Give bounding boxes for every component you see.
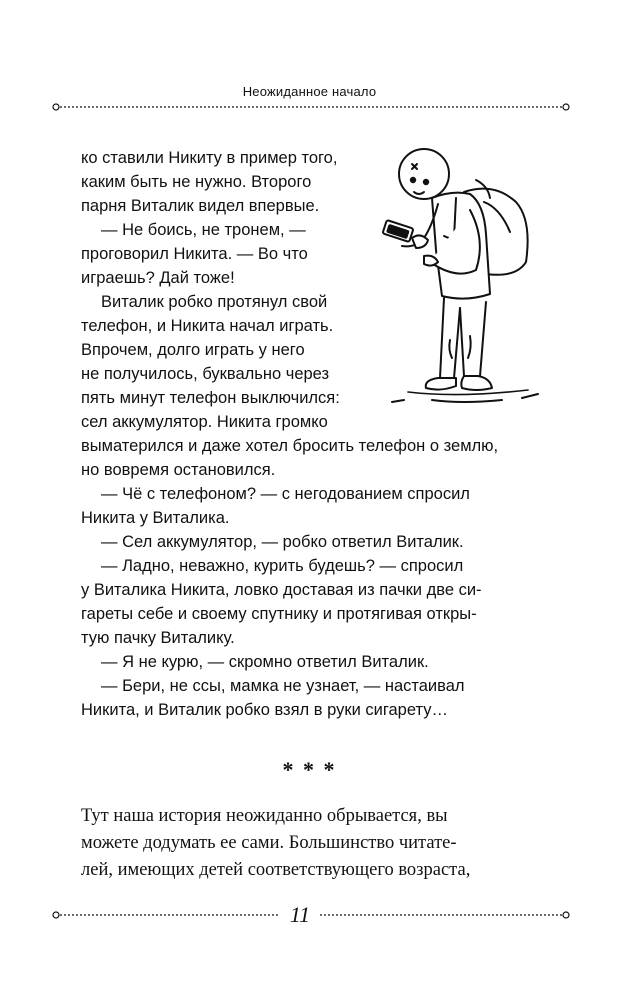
running-title: Неожиданное начало bbox=[242, 84, 377, 99]
text-line: Тут наша история неожиданно обрывается, вы bbox=[81, 806, 448, 826]
text-line: — Чё с телефоном? — с негодованием спросил bbox=[101, 485, 470, 503]
text-line: — Бери, не ссы, мамка не узнает, — настаивал bbox=[101, 677, 465, 695]
section-separator: * * * bbox=[282, 757, 337, 782]
text-line: Никита, и Виталик робко взял в руки сигарету… bbox=[81, 701, 448, 719]
text-line: телефон, и Никита начал играть. bbox=[81, 317, 334, 335]
text-line: проговорил Никита. — Во что bbox=[81, 245, 308, 263]
text-line: тую пачку Виталику. bbox=[81, 629, 235, 647]
text-line: гареты себе и своему спутнику и протягивая откры- bbox=[81, 605, 477, 623]
text-line: не получилось, буквально через bbox=[81, 365, 330, 383]
footer-rule-right bbox=[318, 910, 570, 920]
text-line: но вовремя остановился. bbox=[81, 461, 276, 479]
text-line: — Ладно, неважно, курить будешь? — спросил bbox=[101, 557, 464, 575]
text-line: Виталик робко протянул свой bbox=[101, 293, 328, 311]
text-line: Никита у Виталика. bbox=[81, 509, 230, 527]
text-line: Впрочем, долго играть у него bbox=[81, 341, 305, 359]
footer-rule-left bbox=[52, 910, 282, 920]
text-line: у Виталика Никита, ловко доставая из пачки две си- bbox=[81, 581, 482, 599]
page-number: 11 bbox=[289, 902, 311, 927]
text-line: — Не боись, не тронем, — bbox=[101, 221, 306, 239]
text-line: можете додумать ее сами. Большинство читате- bbox=[81, 833, 457, 853]
text-line: ко ставили Никиту в пример того, bbox=[81, 149, 338, 167]
boy-with-phone-illustration bbox=[372, 140, 552, 410]
header-rule bbox=[52, 102, 570, 112]
text-line: выматерился и даже хотел бросить телефон о землю, bbox=[81, 437, 499, 455]
text-line: парня Виталик видел впервые. bbox=[81, 197, 320, 215]
text-line: сел аккумулятор. Никита громко bbox=[81, 413, 328, 431]
text-line: — Сел аккумулятор, — робко ответил Виталик. bbox=[101, 533, 464, 551]
text-line: играешь? Дай тоже! bbox=[81, 269, 235, 287]
text-line: пять минут телефон выключился: bbox=[81, 389, 340, 407]
text-line: каким быть не нужно. Второго bbox=[81, 173, 312, 191]
text-line: — Я не курю, — скромно ответил Виталик. bbox=[101, 653, 429, 671]
text-line: лей, имеющих детей соответствующего возраста, bbox=[81, 860, 471, 880]
